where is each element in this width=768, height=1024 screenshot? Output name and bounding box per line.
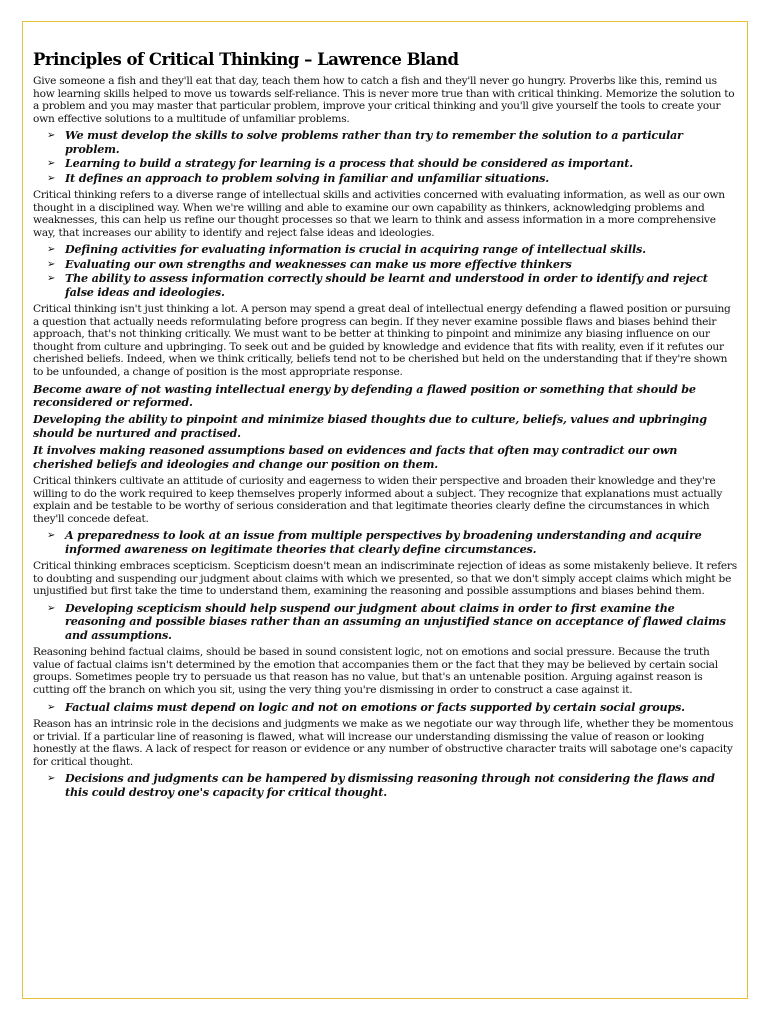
list-item: ➢ We must develop the skills to solve problems rather than try to remember the solution to a particular problem. (47, 128, 683, 156)
document-body (33, 50, 737, 803)
paragraph-thinking-a-lot: Critical thinking isn't just thinking a lot. A person may spend a great deal of intellectual energy defending a flawed position or pursuing a question that actually needs reformulating before progress can begin. If they never examine possible flaws and biases behind their approach, that's not thinking critically. We must want to be better at thinking to pinpoint and minimize any biasing influence on our thought from culture and upbringing. To seek out and be guided by knowledge and evidence that fits with reality, even if it refutes our cherished beliefs. Indeed, when we think critically, beliefs tend not to be cherished but held on the understanding that if they're shown to be unfounded, a change of position is the most appropriate response. (33, 303, 731, 378)
list-item: ➢ Evaluating our own strengths and weaknesses can make us more effective thinkers (47, 256, 572, 271)
bold-statement-2: Developing the ability to pinpoint and minimize biased thoughts due to culture, beliefs, values and upbringing should be nurtured and practised. (33, 412, 707, 440)
arrow-bullet-icon: ➢ (47, 130, 56, 142)
arrow-bullet-icon: ➢ (47, 158, 56, 170)
list-item: ➢ A preparedness to look at an issue from multiple perspectives by broadening understanding and acquire informed awareness on legitimate theories that clearly define circumstances. (47, 528, 702, 556)
arrow-bullet-icon: ➢ (47, 258, 56, 270)
bullet-list-6 (33, 772, 737, 799)
arrow-bullet-icon: ➢ (47, 701, 56, 713)
arrow-bullet-icon: ➢ (47, 602, 56, 614)
arrow-bullet-icon: ➢ (47, 172, 56, 184)
paragraph-intro: Give someone a fish and they'll eat that day, teach them how to catch a fish and they'll never go hungry. Proverbs like this, remind us how learning skills helped to move us towards self-reliance. This is never more true than with critical thinking. Memorize the solution to a problem and you may master that particular problem, improve your critical thinking and you'll give yourself the tools to create your own effective solutions to a multitude of unfamiliar problems. (33, 75, 735, 125)
list-item: ➢ The ability to assess information correctly should be learnt and understood in order to identify and reject false ideas and ideologies. (47, 271, 708, 299)
bullet-list-1 (33, 129, 737, 185)
paragraph-curiosity: Critical thinkers cultivate an attitude of curiosity and eagerness to widen their perspective and broaden their knowledge and they're willing to do the work required to keep themselves properly informed about a subject. They recognize that explanations must actually explain and be testable to be worthy of serious consideration and that legitimate theories clearly define the circumstances in which they'll concede defeat. (33, 475, 723, 525)
list-item: ➢ Decisions and judgments can be hampered by dismissing reasoning through not considering the flaws and this could destroy one's capacity for critical thought. (47, 771, 715, 799)
bullet-list-5 (33, 701, 737, 714)
arrow-bullet-icon: ➢ (47, 773, 56, 785)
bold-statement-3: It involves making reasoned assumptions based on evidences and facts that often may contradict our own cherished beliefs and ideologies and change our position on them. (33, 443, 678, 471)
paragraph-reasoning: Reasoning behind factual claims, should be based in sound consistent logic, not on emotions and social pressure. Because the truth value of factual claims isn't determined by the emotion that accompanies them or the fact that they may be believed by certain social groups. Sometimes people try to persuade us that reason has no value, but that's an untenable position. Arguing against reason is cutting off the branch on which you sit, using the very thing you're dismissing in order to construct a case against it. (33, 646, 718, 696)
arrow-bullet-icon: ➢ (47, 273, 56, 285)
paragraph-scepticism: Critical thinking embraces scepticism. Scepticism doesn't mean an indiscriminate rejection of ideas as some mistakenly believe. It refers to doubting and suspending our judgment about claims with which we presented, so that we don't simply accept claims which might be unjustified but first take the time to understand them, examining the reasoning and possible assumptions and biases behind them. (33, 560, 737, 598)
list-item: ➢ Factual claims must depend on logic and not on emotions or facts supported by certain social groups. (47, 699, 685, 714)
list-item: ➢ It defines an approach to problem solving in familiar and unfamiliar situations. (47, 170, 549, 185)
paragraph-reason-role: Reason has an intrinsic role in the decisions and judgments we make as we negotiate our way through life, whether they be momentous or trivial. If a particular line of reasoning is flawed, what will increase our understanding dismissing the value of reason or looking honestly at the flaws. A lack of respect for reason or evidence or any number of obstructive character traits will sabotage one's capacity for critical thought. (33, 717, 734, 768)
arrow-bullet-icon: ➢ (47, 244, 56, 256)
bullet-list-2 (33, 243, 737, 299)
list-item: ➢ Learning to build a strategy for learning is a process that should be considered as important. (47, 156, 633, 171)
paragraph-definition: Critical thinking refers to a diverse range of intellectual skills and activities concerned with evaluating information, as well as our own thought in a disciplined way. When we're willing and able to examine our own capability as thinkers, acknowledging problems and weaknesses, this can help us refine our thought processes so that we learn to think and assess information in a more comprehensive way, that increases our ability to identify and reject false ideas and ideologies. (33, 189, 725, 239)
bullet-list-4 (33, 602, 737, 642)
list-item: ➢ Defining activities for evaluating information is crucial in acquiring range of intellectual skills. (47, 242, 646, 257)
arrow-bullet-icon: ➢ (47, 530, 56, 542)
bullet-list-3 (33, 529, 737, 556)
bold-statement-1: Become aware of not wasting intellectual energy by defending a flawed position or something that should be reconsidered or reformed. (33, 381, 696, 409)
document-title: Principles of Critical Thinking – Lawrence Bland (33, 50, 459, 69)
list-item: ➢ Developing scepticism should help suspend our judgment about claims in order to first examine the reasoning and possible biases rather than an assuming an unjustified stance on acceptance of flawed claims and assumptions. (47, 600, 726, 642)
